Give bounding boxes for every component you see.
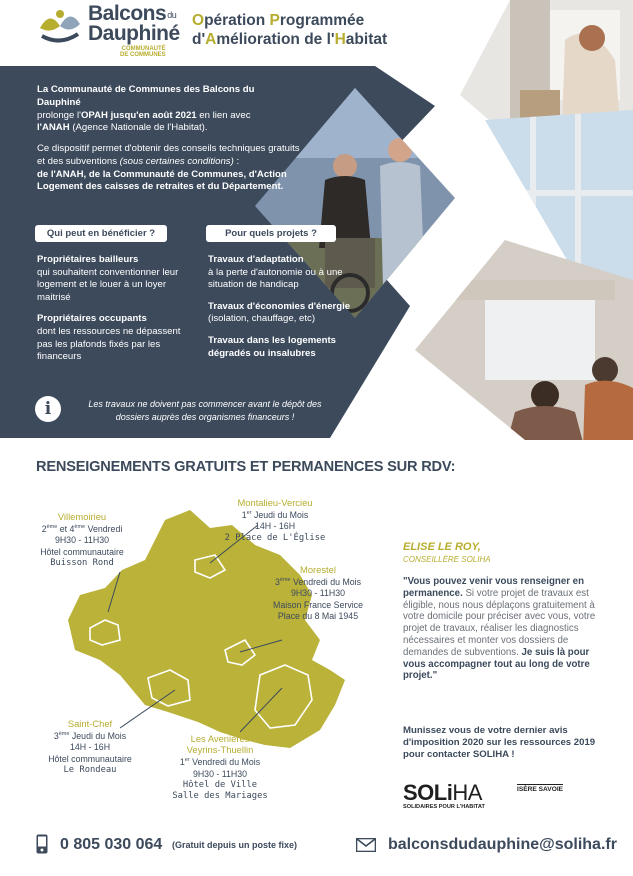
intro-paragraph: La Communauté de Communes des Balcons du Dauphiné prolonge l'OPAH jusqu'en août 2021 en lien avec l'ANAH (Agence Nationale de l'Habitat). [37, 84, 255, 134]
page-title: Opération Programmée d'Amélioration de l'Habitat [192, 12, 388, 48]
logo-subtitle: COMMUNAUTÉ DE COMMUNES [120, 46, 166, 58]
list-item: Propriétaires bailleurs qui souhaitent conventionner leur logement et le louer à un loyer maitrisé [37, 254, 179, 303]
location-les-avenieres: Les Avenières Veyrins-Thuellin 1er Vendredi du Mois 9H30 - 11H30 Hôtel de Ville Salle des Mariages [172, 733, 268, 802]
projects-list [208, 254, 378, 369]
list-item: Travaux d'économies d'énergie (isolation, chauffage, etc) [208, 300, 351, 325]
location-saint-chef: Saint-Chef 3ème Jeudi du Mois 14H - 16H Hôtel communautaire Le Rondeau [48, 718, 132, 775]
advisor-name: ELISE LE ROY, [403, 541, 481, 553]
list-item: Travaux dans les logements dégradés ou insalubres [208, 334, 336, 359]
phone-icon [36, 834, 48, 854]
projects-pill: Pour quels projets ? [206, 225, 336, 242]
list-item: Propriétaires occupants dont les ressources ne dépassent pas les plafonds fixés par les financeurs [37, 313, 181, 363]
brand-logo [36, 2, 178, 60]
advisor-quote: "Vous pouvez venir vous renseigner en permanence. Si votre projet de travaux est éligible, nous nous déplaçons gratuitement à votre domicile pour préciser avec vous, votre projet de travaux, réaliser les diagnostics nécessaires et monter vos dossiers de demandes de subventions. Je suis là pour vous accompagner tout au long de votre projet." [403, 576, 596, 682]
location-montalieu: Montalieu-Vercieu 1er Jeudi du Mois 14H - 16H 2 Place de L'Église [224, 497, 326, 543]
soliha-region: ISÈRE SAVOIE [517, 786, 564, 793]
who-pill: Qui peut en bénéficier ? [35, 225, 167, 242]
subsidy-paragraph: Ce dispositif permet d'obtenir des conseils techniques gratuits et des subventions (sous certaines conditions) : de l'ANAH, de la Communauté de Communes, d'Action Logement des caisses de retraites et du Département. [37, 143, 300, 193]
call-to-action: Munissez vous de votre dernier avis d'imposition 2020 sur les ressources 2019 pour contacter SOLIHA ! [403, 725, 596, 760]
phone-note: (Gratuit depuis un poste fixe) [172, 840, 298, 850]
mail-icon [356, 838, 376, 852]
advisor-role: CONSEILLÈRE SOLIHA [403, 555, 491, 564]
who-list [37, 254, 197, 373]
info-icon: i [35, 396, 61, 422]
soliha-logo: SOLiHA SOLIDAIRES POUR L'HABITAT [403, 780, 485, 810]
location-morestel: Morestel 3ème Vendredi du Mois 9H30 - 11H30 Maison France Service Place du 8 Mai 1945 [273, 564, 363, 621]
logo-line-2: Dauphiné [88, 22, 180, 45]
leaf-logo-icon [36, 6, 84, 46]
photo-workers [395, 240, 633, 450]
notice-text: Les travaux ne doivent pas commencer avant le dépôt des dossiers auprès des organismes financeurs ! [88, 399, 322, 422]
section-title: RENSEIGNEMENTS GRATUITS ET PERMANENCES SUR RDV: [36, 459, 456, 475]
location-villemoirieu: Villemoirieu 2ème et 4ème Vendredi 9H30 - 11H30 Hôtel communautaire Buisson Rond [40, 511, 124, 568]
email-link[interactable]: balconsdudauphine@soliha.fr [388, 836, 617, 853]
logo-line-1: Balconsdu [88, 2, 177, 25]
phone-number[interactable]: 0 805 030 064 [60, 836, 163, 853]
list-item: Travaux d'adaptation à la perte d'autonomie ou à une situation de handicap [208, 254, 343, 291]
